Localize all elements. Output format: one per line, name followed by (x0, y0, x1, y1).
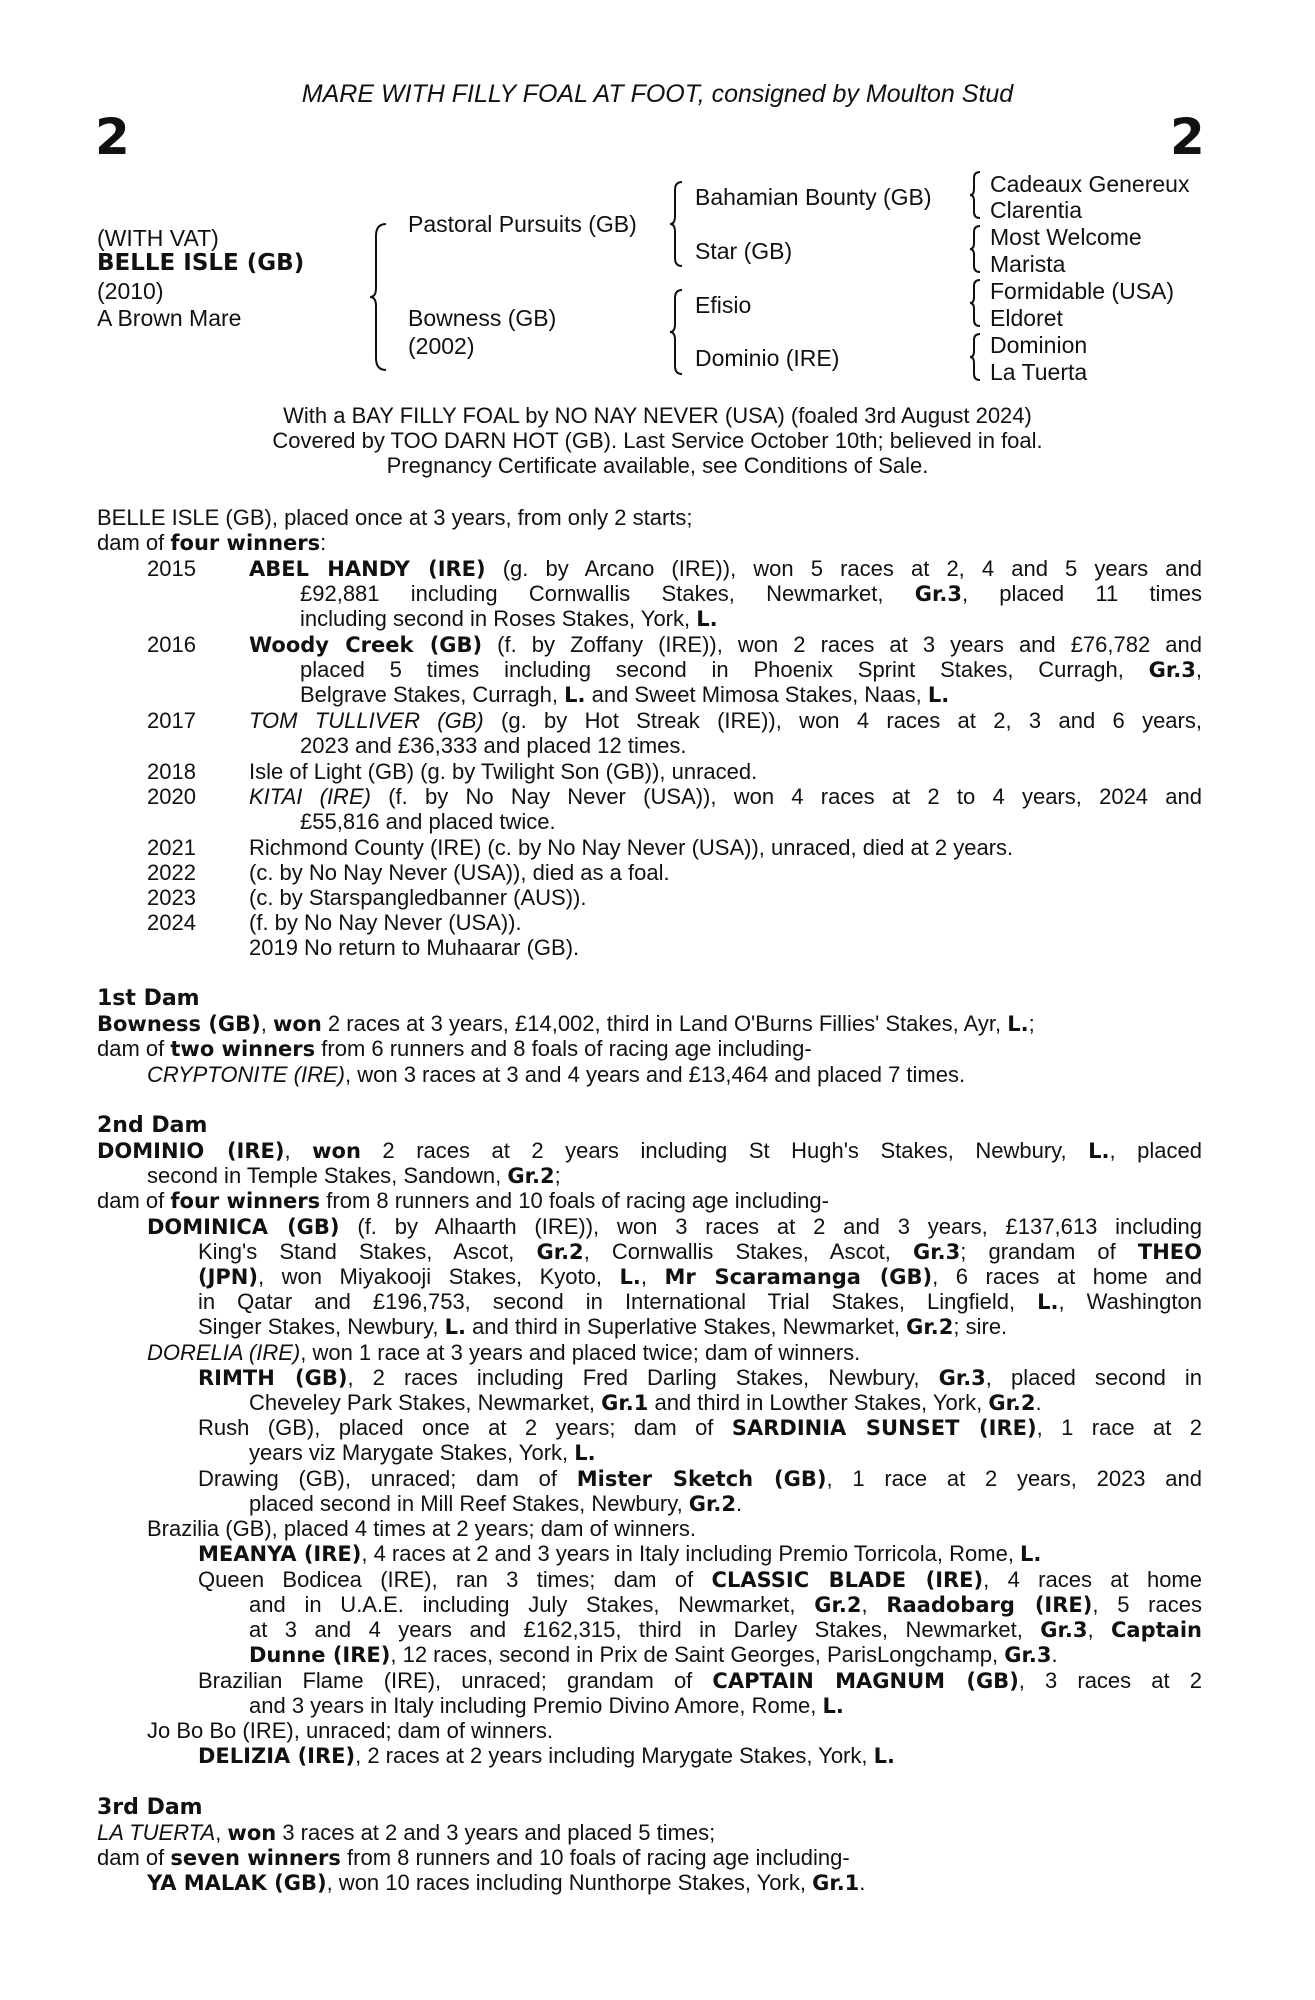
cover-note: Covered by TOO DARN HOT (GB). Last Service October 10th; believed in foal. (272, 428, 1043, 453)
queen-l3: at 3 and 4 years and £162,315, third in Darley Stakes, Newmarket, Gr.3, Captain (249, 1617, 1202, 1642)
lot-heading: MARE WITH FILLY FOAL AT FOOT, consigned by Moulton Stud (301, 80, 1014, 108)
produce-2022: (c. by No Nay Never (USA)), died as a foal. (249, 860, 670, 885)
first-dam-l2: dam of two winners from 6 runners and 8 foals of racing age including- (97, 1036, 812, 1061)
pedigree-brace-sire (668, 180, 684, 268)
pedigree-gg-1: Cadeaux Genereux (990, 171, 1190, 197)
pedigree-gg-6: Eldoret (990, 305, 1063, 331)
produce-year: 2024 (147, 910, 196, 935)
second-dam-l2: second in Temple Stakes, Sandown, Gr.2; (147, 1163, 561, 1188)
pedigree-brace-g3 (968, 278, 982, 328)
first-dam-heading: 1st Dam (97, 986, 200, 1011)
delizia: DELIZIA (IRE), 2 races at 2 years including Marygate Stakes, York, L. (198, 1743, 895, 1768)
drawing-l2: placed second in Mill Reef Stakes, Newbury, Gr.2. (249, 1491, 743, 1516)
pedigree-grandsire-1: Bahamian Bounty (GB) (695, 184, 932, 210)
horse-name: BELLE ISLE (GB) (97, 250, 305, 276)
produce-tom-l2: 2023 and £36,333 and placed 12 times. (300, 733, 687, 758)
pedigree-gg-2: Clarentia (990, 197, 1083, 223)
foal-note: With a BAY FILLY FOAL by NO NAY NEVER (USA) (foaled 3rd August 2024) (283, 403, 1032, 428)
produce-year: 2015 (147, 556, 196, 581)
dorelia: DORELIA (IRE), won 1 race at 3 years and placed twice; dam of winners. (147, 1340, 861, 1365)
produce-2018: Isle of Light (GB) (g. by Twilight Son (GB)), unraced. (249, 759, 758, 784)
dominica-l5: Singer Stakes, Newbury, L. and third in Superlative Stakes, Newmarket, Gr.2; sire. (198, 1314, 1008, 1339)
pedigree-granddam-2: Dominio (IRE) (695, 345, 840, 371)
second-dam-l1: DOMINIO (IRE), won 2 races at 2 years including St Hugh's Stakes, Newbury, L., placed (97, 1138, 1202, 1163)
produce-tom-l1: TOM TULLIVER (GB) (g. by Hot Streak (IRE)), won 4 races at 2, 3 and 6 years, (249, 708, 1202, 733)
dominica-l3: (JPN), won Miyakooji Stakes, Kyoto, L., Mr Scaramanga (GB), 6 races at home and (198, 1264, 1202, 1289)
brazilia: Brazilia (GB), placed 4 times at 2 years; dam of winners. (147, 1516, 696, 1541)
produce-abel-l3: including second in Roses Stakes, York, L. (300, 606, 718, 631)
pedigree-brace-dam (668, 288, 684, 376)
rimth-l2: Cheveley Park Stakes, Newmarket, Gr.1 and third in Lowther Stakes, York, Gr.2. (249, 1390, 1042, 1415)
queen-l4: Dunne (IRE), 12 races, second in Prix de Saint Georges, ParisLongchamp, Gr.3. (249, 1642, 1058, 1667)
pedigree-gg-5: Formidable (USA) (990, 278, 1175, 304)
produce-year: 2023 (147, 885, 196, 910)
produce-year: 2016 (147, 632, 196, 657)
produce-2024: (f. by No Nay Never (USA)). (249, 910, 522, 935)
third-dam-l1: LA TUERTA, won 3 races at 2 and 3 years and placed 5 times; (97, 1820, 716, 1845)
produce-2021: Richmond County (IRE) (c. by No Nay Never (USA)), unraced, died at 2 years. (249, 835, 1014, 860)
pedigree-dam: Bowness (GB) (408, 305, 557, 331)
pedigree-granddam-1: Star (GB) (695, 238, 793, 264)
produce-year: 2018 (147, 759, 196, 784)
pedigree-gg-8: La Tuerta (990, 359, 1088, 385)
produce-kitai-l2: £55,816 and placed twice. (300, 809, 556, 834)
pedigree-sire: Pastoral Pursuits (GB) (408, 211, 637, 237)
queen-l2: and in U.A.E. including July Stakes, Newmarket, Gr.2, Raadobarg (IRE), 5 races (249, 1592, 1202, 1617)
pregnancy-note: Pregnancy Certificate available, see Conditions of Sale. (386, 453, 929, 478)
rush-l1: Rush (GB), placed once at 2 years; dam of SARDINIA SUNSET (IRE), 1 race at 2 (198, 1415, 1202, 1440)
rimth-l1: RIMTH (GB), 2 races including Fred Darling Stakes, Newbury, Gr.3, placed second in (198, 1365, 1202, 1390)
flame-l2: and 3 years in Italy including Premio Divino Amore, Rome, L. (249, 1693, 844, 1718)
ya-malak: YA MALAK (GB), won 10 races including Nunthorpe Stakes, York, Gr.1. (147, 1870, 866, 1895)
drawing-l1: Drawing (GB), unraced; dam of Mister Sketch (GB), 1 race at 2 years, 2023 and (198, 1466, 1202, 1491)
horse-year: (2010) (97, 278, 164, 304)
third-dam-l2: dam of seven winners from 8 runners and 10 foals of racing age including- (97, 1845, 850, 1870)
produce-year: 2017 (147, 708, 196, 733)
produce-2023: (c. by Starspangledbanner (AUS)). (249, 885, 587, 910)
pedigree-gg-3: Most Welcome (990, 224, 1142, 250)
pedigree-grandsire-2: Efisio (695, 292, 752, 318)
produce-abel-l1: ABEL HANDY (IRE) (g. by Arcano (IRE)), won 5 races at 2, 4 and 5 years and (249, 556, 1202, 581)
third-dam-heading: 3rd Dam (97, 1795, 203, 1820)
produce-woody-l1: Woody Creek (GB) (f. by Zoffany (IRE)), won 2 races at 3 years and £76,782 and (249, 632, 1202, 657)
pedigree-brace-main (368, 222, 388, 372)
second-dam-heading: 2nd Dam (97, 1113, 208, 1138)
pedigree-brace-g2 (968, 224, 982, 274)
first-dam-l1: Bowness (GB), won 2 races at 3 years, £14,002, third in Land O'Burns Fillies' Stakes, Ayr, L.; (97, 1011, 1035, 1036)
produce-woody-l2: placed 5 times including second in Phoenix Sprint Stakes, Curragh, Gr.3, (300, 657, 1202, 682)
produce-year: 2021 (147, 835, 196, 860)
flame-l1: Brazilian Flame (IRE), unraced; grandam of CAPTAIN MAGNUM (GB), 3 races at 2 (198, 1668, 1202, 1693)
vat-note: (WITH VAT) (97, 225, 219, 251)
dominica-l2: King's Stand Stakes, Ascot, Gr.2, Cornwallis Stakes, Ascot, Gr.3; grandam of THEO (198, 1239, 1202, 1264)
pedigree-brace-g1 (968, 170, 982, 220)
produce-year: 2022 (147, 860, 196, 885)
second-dam-l3: dam of four winners from 8 runners and 10 foals of racing age including- (97, 1188, 829, 1213)
intro-damof: dam of four winners: (97, 530, 327, 555)
first-dam-cryptonite: CRYPTONITE (IRE), won 3 races at 3 and 4 years and £13,464 and placed 7 times. (147, 1062, 966, 1087)
pedigree-brace-g4 (968, 332, 982, 382)
produce-kitai-l1: KITAI (IRE) (f. by No Nay Never (USA)), won 4 races at 2 to 4 years, 2024 and (249, 784, 1202, 809)
horse-description: A Brown Mare (97, 305, 242, 331)
pedigree-gg-4: Marista (990, 251, 1066, 277)
rush-l2: years viz Marygate Stakes, York, L. (249, 1440, 596, 1465)
meanya: MEANYA (IRE), 4 races at 2 and 3 years in Italy including Premio Torricola, Rome, L. (198, 1541, 1042, 1566)
pedigree-dam-year: (2002) (408, 333, 475, 359)
dominica-l1: DOMINICA (GB) (f. by Alhaarth (IRE)), won 3 races at 2 and 3 years, £137,613 including (147, 1214, 1202, 1239)
produce-2019-note: 2019 No return to Muhaarar (GB). (249, 935, 580, 960)
produce-year: 2020 (147, 784, 196, 809)
queen-l1: Queen Bodicea (IRE), ran 3 times; dam of CLASSIC BLADE (IRE), 4 races at home (198, 1567, 1202, 1592)
jobobo: Jo Bo Bo (IRE), unraced; dam of winners. (147, 1718, 553, 1743)
lot-number-right: 2 (1170, 108, 1205, 166)
produce-woody-l3: Belgrave Stakes, Curragh, L. and Sweet Mimosa Stakes, Naas, L. (300, 682, 950, 707)
produce-abel-l2: £92,881 including Cornwallis Stakes, Newmarket, Gr.3, placed 11 times (300, 581, 1202, 606)
dominica-l4: in Qatar and £196,753, second in International Trial Stakes, Lingfield, L., Washington (198, 1289, 1202, 1314)
intro-line: BELLE ISLE (GB), placed once at 3 years, from only 2 starts; (97, 505, 693, 530)
pedigree-gg-7: Dominion (990, 332, 1088, 358)
lot-number-left: 2 (95, 108, 130, 166)
